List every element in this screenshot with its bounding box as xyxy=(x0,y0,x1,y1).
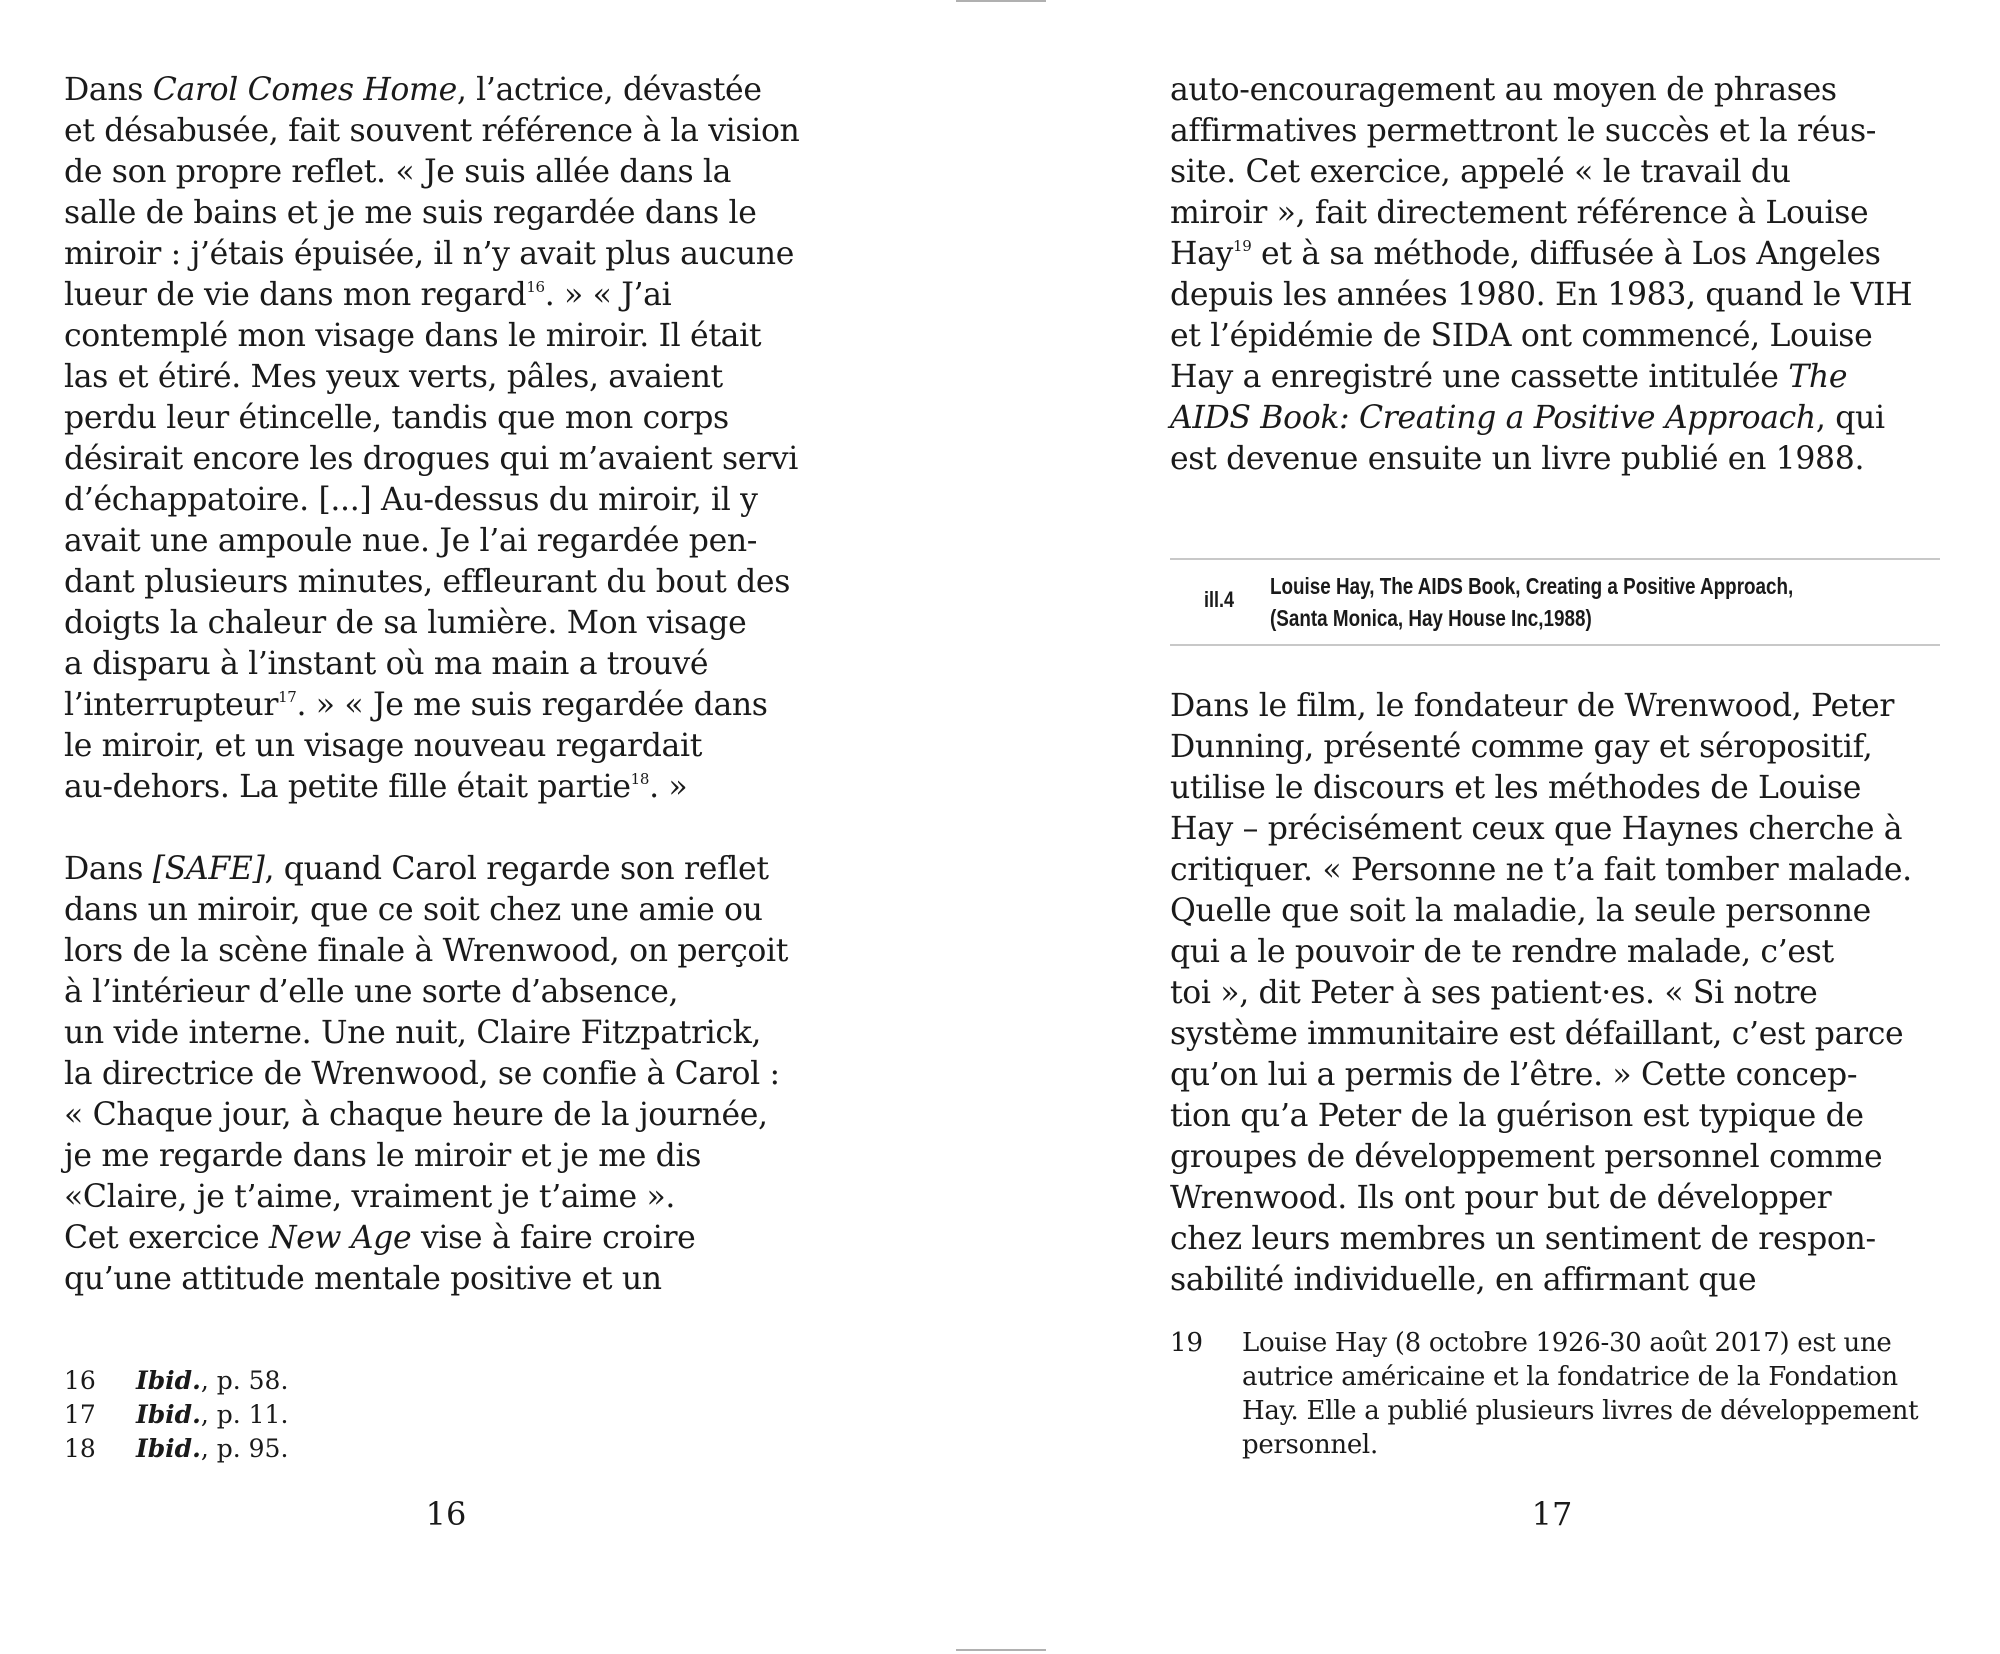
footnote-ref: Ibid. xyxy=(136,1400,201,1429)
footnote: 17 Ibid., p. 11. xyxy=(64,1398,664,1432)
footnote-ref-18[interactable]: 18 xyxy=(630,770,650,788)
footnote-number: 16 xyxy=(64,1366,96,1395)
right-paragraph-1: auto-encouragement au moyen de phrases affirmatives permettront le succès et la réus- site. Cet exercice, appelé « le travail du miroir », fait directement référence à Louise Hay$^{19}$ et à sa méthode, diffusée à Los Angeles depuis les années 1980. En 1983, quand le VIH et l’épidémie de SIDA ont commencé, Louise Hay a enregistré une cassette intitulée The AIDS Book: Creating a Positive Approach, qui est devenue ensuite un livre publié en 1988. xyxy=(1170,72,1913,477)
footnote-ref-16[interactable]: 16 xyxy=(526,278,545,296)
film-title: Carol Comes Home xyxy=(152,72,457,108)
footnote-number: 19 xyxy=(1170,1328,1204,1358)
illustration-label: ill.4 xyxy=(1204,587,1235,612)
emphasis: New Age xyxy=(268,1220,412,1256)
bottom-divider xyxy=(956,1649,1046,1651)
book-title: The AIDS Book: Creating a Positive Approach xyxy=(1170,359,1848,436)
footnote: 16 Ibid., p. 58. xyxy=(64,1364,664,1398)
footnote: 18 Ibid., p. 95. xyxy=(64,1432,664,1466)
right-page xyxy=(1170,70,1946,480)
footnote-ref-19[interactable]: 19 xyxy=(1233,237,1252,255)
footnote-text: Louise Hay (8 octobre 1926-30 août 2017) est une autrice américaine et la fondatrice de la Fondation Hay. Elle a publié plusieurs livres de développement personnel. xyxy=(1242,1328,1919,1460)
left-paragraph-1: Dans Carol Comes Home, l’actrice, dévastée et désabusée, fait souvent référence à la vision de son propre reflet. « Je suis allée dans la salle de bains et je me suis regardée dans le miroir : j’étais épuisée, il n’y avait plus aucune lueur de vie dans mon regard$^{16}$. » « J’ai contemplé mon visage dans le miroir. Il était las et étiré. Mes yeux verts, pâles, avaient perdu leur étincelle, tandis que mon corps désirait encore les drogues qui m’avaient servi d’échappatoire. [...] Au-dessus du miroir, il y avait une ampoule nue. Je l’ai regardée pen- dant plusieurs minutes, effleurant du bout des doigts la chaleur de sa lumière. Mon visage a disparu à l’instant où ma main a trouvé l’interrupteur$^{17}$. » « Je me suis regardée dans le miroir, et un visage nouveau regardait au-dehors. La petite fille était partie$^{18}$. » xyxy=(64,72,800,805)
page-number-right: 17 xyxy=(1531,1495,1573,1533)
footnote-number: 18 xyxy=(64,1434,96,1463)
footnote-ref: Ibid. xyxy=(136,1434,201,1463)
left-paragraph-2: Dans [SAFE], quand Carol regarde son reflet dans un miroir, que ce soit chez une amie ou lors de la scène finale à Wrenwood, on perçoit à l’intérieur d’elle une sorte d’absence, un vide interne. Une nuit, Claire Fitzpatrick, la directrice de Wrenwood, se confie à Carol : « Chaque jour, à chaque heure de la journée, je me regarde dans le miroir et je me dis «Claire, je t’aime, vraiment je t’aime ». Cet exercice New Age vise à faire croire qu’une attitude mentale positive et un xyxy=(64,851,789,1297)
illustration-caption xyxy=(1170,558,1940,646)
left-footnotes xyxy=(64,1364,664,1466)
footnote xyxy=(1170,1326,1946,1462)
illustration-caption-text: Louise Hay, The AIDS Book, Creating a Positive Approach, (Santa Monica, Hay House Inc,1988) xyxy=(1270,573,1794,631)
top-divider xyxy=(956,0,1046,2)
film-title: [SAFE] xyxy=(152,851,265,887)
right-page-lower xyxy=(1170,686,1946,1301)
page-number-left: 16 xyxy=(425,1495,467,1533)
right-paragraph-2: Dans le film, le fondateur de Wrenwood, Peter Dunning, présenté comme gay et séropositif, utilise le discours et les méthodes de Louise Hay – précisément ceux que Haynes cherche à critiquer. « Personne ne t’a fait tomber malade. Quelle que soit la maladie, la seule personne qui a le pouvoir de te rendre malade, c’est toi », dit Peter à ses patient·es. « Si notre système immunitaire est défaillant, c’est parce qu’on lui a permis de l’être. » Cette concep- tion qu’a Peter de la guérison est typique de groupes de développement personnel comme Wrenwood. Ils ont pour but de développer chez leurs membres un sentiment de respon- sabilité individuelle, en affirmant que xyxy=(1170,688,1912,1298)
left-page xyxy=(64,70,834,1300)
footnote-number: 17 xyxy=(64,1400,96,1429)
footnote-ref: Ibid. xyxy=(136,1366,201,1395)
footnote-ref-17[interactable]: 17 xyxy=(278,688,297,706)
